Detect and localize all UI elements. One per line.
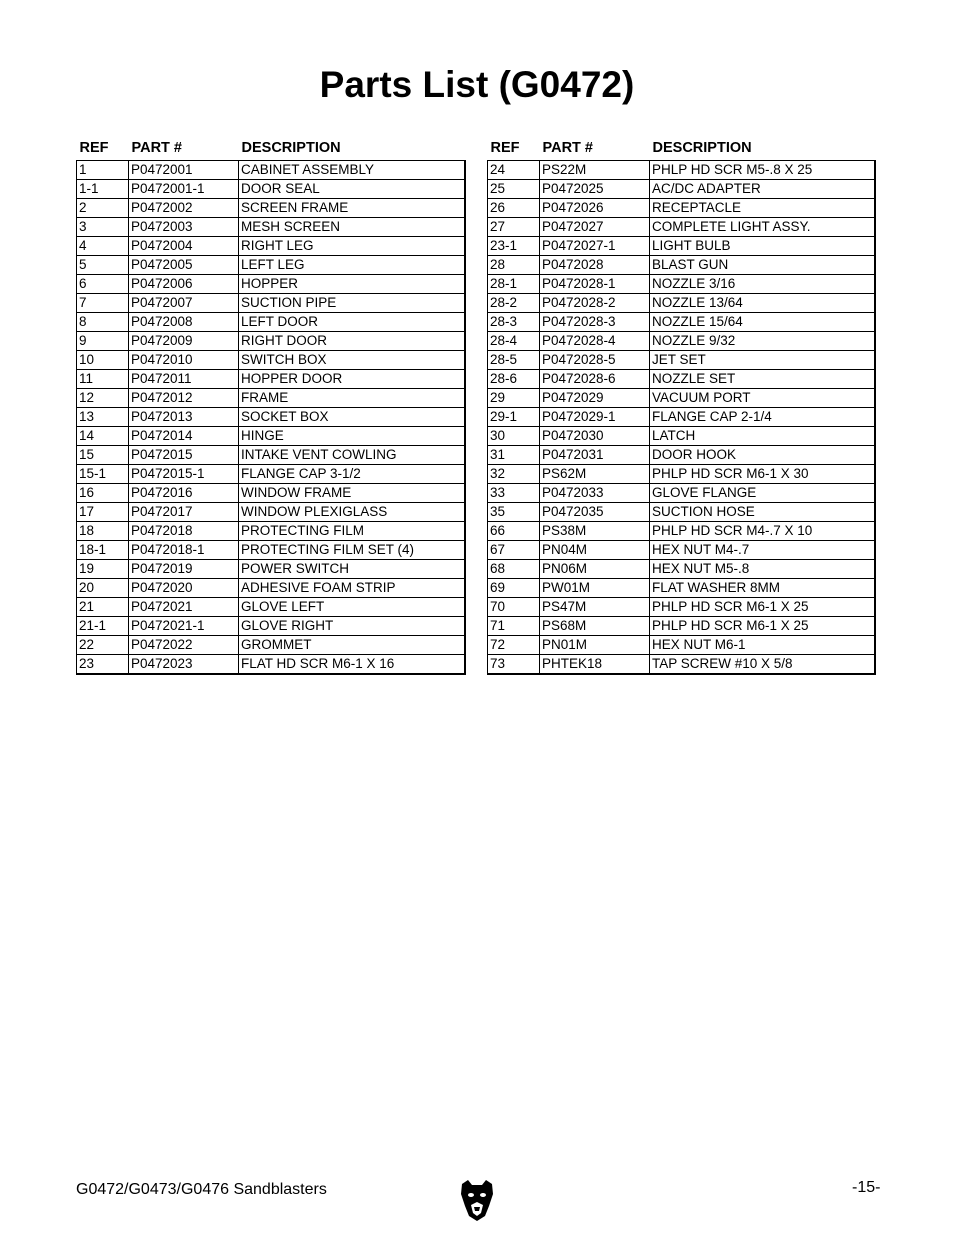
cell-ref: 26	[488, 199, 540, 218]
cell-description: RIGHT LEG	[239, 237, 465, 256]
cell-part-number: P0472014	[129, 427, 239, 446]
header-part: PART #	[542, 140, 593, 156]
cell-ref: 13	[77, 408, 129, 427]
table-row	[77, 294, 465, 313]
cell-description: HEX NUT M6-1	[650, 636, 875, 655]
table-row	[77, 275, 465, 294]
cell-description: NOZZLE 3/16	[650, 275, 875, 294]
table-row	[488, 256, 875, 275]
table-row	[488, 484, 875, 503]
cell-description: NOZZLE 13/64	[650, 294, 875, 313]
cell-part-number: P0472008	[129, 313, 239, 332]
table-row	[488, 237, 875, 256]
cell-part-number: P0472023	[129, 655, 239, 675]
cell-part-number: P0472028-4	[540, 332, 650, 351]
cell-description: LIGHT BULB	[650, 237, 875, 256]
table-row	[77, 332, 465, 351]
cell-description: PROTECTING FILM SET (4)	[239, 541, 465, 560]
cell-ref: 6	[77, 275, 129, 294]
table-header-row	[488, 136, 875, 161]
cell-ref: 1	[77, 161, 129, 180]
cell-part-number: PN01M	[540, 636, 650, 655]
table-header-row	[77, 136, 465, 161]
cell-description: DOOR SEAL	[239, 180, 465, 199]
cell-part-number: P0472016	[129, 484, 239, 503]
cell-part-number: P0472031	[540, 446, 650, 465]
table-row	[77, 237, 465, 256]
cell-part-number: P0472028-6	[540, 370, 650, 389]
cell-part-number: P0472028-2	[540, 294, 650, 313]
table-row	[488, 522, 875, 541]
cell-part-number: P0472028	[540, 256, 650, 275]
cell-ref: 70	[488, 598, 540, 617]
cell-part-number: P0472012	[129, 389, 239, 408]
cell-ref: 21-1	[77, 617, 129, 636]
table-row	[488, 275, 875, 294]
cell-description: NOZZLE 15/64	[650, 313, 875, 332]
cell-part-number: P0472010	[129, 351, 239, 370]
cell-ref: 18-1	[77, 541, 129, 560]
cell-description: NOZZLE 9/32	[650, 332, 875, 351]
cell-ref: 8	[77, 313, 129, 332]
cell-description: HINGE	[239, 427, 465, 446]
parts-table-left-body	[77, 161, 465, 675]
table-row	[488, 541, 875, 560]
table-row	[488, 180, 875, 199]
cell-ref: 14	[77, 427, 129, 446]
header-ref: REF	[79, 140, 109, 156]
table-row	[488, 408, 875, 427]
cell-ref: 23	[77, 655, 129, 675]
cell-description: RIGHT DOOR	[239, 332, 465, 351]
cell-description: COMPLETE LIGHT ASSY.	[650, 218, 875, 237]
cell-ref: 24	[488, 161, 540, 180]
cell-part-number: PS22M	[540, 161, 650, 180]
cell-ref: 66	[488, 522, 540, 541]
table-row	[488, 427, 875, 446]
cell-description: WINDOW FRAME	[239, 484, 465, 503]
parts-table-left	[76, 136, 466, 675]
table-row	[77, 313, 465, 332]
cell-ref: 27	[488, 218, 540, 237]
cell-part-number: P0472027	[540, 218, 650, 237]
cell-description: BLAST GUN	[650, 256, 875, 275]
table-row	[488, 579, 875, 598]
cell-part-number: PS47M	[540, 598, 650, 617]
table-row	[77, 161, 465, 180]
table-row	[488, 294, 875, 313]
cell-ref: 68	[488, 560, 540, 579]
cell-description: HOPPER DOOR	[239, 370, 465, 389]
cell-part-number: P0472029	[540, 389, 650, 408]
table-row	[77, 427, 465, 446]
table-row	[77, 655, 465, 675]
cell-description: LEFT DOOR	[239, 313, 465, 332]
cell-ref: 71	[488, 617, 540, 636]
footer-model-text: G0472/G0473/G0476 Sandblasters	[76, 1181, 327, 1198]
table-row	[77, 256, 465, 275]
cell-ref: 28-4	[488, 332, 540, 351]
cell-ref: 16	[77, 484, 129, 503]
cell-ref: 15	[77, 446, 129, 465]
table-row	[488, 617, 875, 636]
cell-ref: 1-1	[77, 180, 129, 199]
cell-description: RECEPTACLE	[650, 199, 875, 218]
table-row	[77, 579, 465, 598]
cell-description: SUCTION PIPE	[239, 294, 465, 313]
page-number: -15-	[852, 1179, 881, 1196]
table-row	[77, 522, 465, 541]
cell-ref: 31	[488, 446, 540, 465]
cell-description: GLOVE RIGHT	[239, 617, 465, 636]
cell-part-number: PS68M	[540, 617, 650, 636]
cell-ref: 12	[77, 389, 129, 408]
table-row	[77, 636, 465, 655]
table-row	[488, 598, 875, 617]
cell-part-number: P0472002	[129, 199, 239, 218]
cell-ref: 7	[77, 294, 129, 313]
cell-ref: 11	[77, 370, 129, 389]
cell-ref: 19	[77, 560, 129, 579]
cell-description: SUCTION HOSE	[650, 503, 875, 522]
cell-description: AC/DC ADAPTER	[650, 180, 875, 199]
cell-part-number: PS38M	[540, 522, 650, 541]
table-row	[77, 484, 465, 503]
cell-part-number: P0472013	[129, 408, 239, 427]
table-row	[488, 560, 875, 579]
table-row	[488, 503, 875, 522]
cell-ref: 32	[488, 465, 540, 484]
cell-ref: 15-1	[77, 465, 129, 484]
cell-description: FLANGE CAP 3-1/2	[239, 465, 465, 484]
cell-description: INTAKE VENT COWLING	[239, 446, 465, 465]
cell-description: PHLP HD SCR M6-1 X 30	[650, 465, 875, 484]
cell-ref: 29	[488, 389, 540, 408]
cell-description: SWITCH BOX	[239, 351, 465, 370]
table-row	[77, 408, 465, 427]
cell-ref: 72	[488, 636, 540, 655]
cell-part-number: P0472004	[129, 237, 239, 256]
cell-part-number: PN06M	[540, 560, 650, 579]
cell-part-number: P0472035	[540, 503, 650, 522]
cell-part-number: P0472001-1	[129, 180, 239, 199]
cell-part-number: P0472033	[540, 484, 650, 503]
cell-ref: 30	[488, 427, 540, 446]
table-row	[77, 503, 465, 522]
cell-part-number: P0472017	[129, 503, 239, 522]
bear-head-logo-icon	[458, 1178, 496, 1222]
cell-ref: 10	[77, 351, 129, 370]
table-row	[488, 370, 875, 389]
cell-description: PROTECTING FILM	[239, 522, 465, 541]
cell-description: PHLP HD SCR M6-1 X 25	[650, 598, 875, 617]
cell-description: MESH SCREEN	[239, 218, 465, 237]
cell-ref: 33	[488, 484, 540, 503]
table-row	[488, 332, 875, 351]
cell-description: FLAT WASHER 8MM	[650, 579, 875, 598]
cell-ref: 28-6	[488, 370, 540, 389]
cell-part-number: P0472003	[129, 218, 239, 237]
cell-part-number: P0472030	[540, 427, 650, 446]
cell-part-number: PN04M	[540, 541, 650, 560]
table-row	[488, 313, 875, 332]
cell-description: POWER SWITCH	[239, 560, 465, 579]
table-row	[488, 199, 875, 218]
table-row	[77, 389, 465, 408]
cell-ref: 2	[77, 199, 129, 218]
header-description: DESCRIPTION	[652, 140, 752, 156]
cell-description: GLOVE FLANGE	[650, 484, 875, 503]
cell-part-number: P0472022	[129, 636, 239, 655]
cell-ref: 21	[77, 598, 129, 617]
cell-ref: 35	[488, 503, 540, 522]
table-row	[488, 446, 875, 465]
cell-ref: 28-3	[488, 313, 540, 332]
cell-description: SOCKET BOX	[239, 408, 465, 427]
table-row	[488, 389, 875, 408]
cell-ref: 25	[488, 180, 540, 199]
cell-ref: 18	[77, 522, 129, 541]
cell-description: HEX NUT M4-.7	[650, 541, 875, 560]
cell-description: PHLP HD SCR M5-.8 X 25	[650, 161, 875, 180]
cell-ref: 17	[77, 503, 129, 522]
header-ref: REF	[490, 140, 520, 156]
table-row	[77, 465, 465, 484]
cell-part-number: P0472028-3	[540, 313, 650, 332]
cell-part-number: P0472007	[129, 294, 239, 313]
table-row	[77, 617, 465, 636]
cell-ref: 22	[77, 636, 129, 655]
table-row	[77, 598, 465, 617]
cell-ref: 28	[488, 256, 540, 275]
cell-part-number: P0472021-1	[129, 617, 239, 636]
cell-description: GLOVE LEFT	[239, 598, 465, 617]
table-row	[77, 446, 465, 465]
table-row	[77, 218, 465, 237]
cell-part-number: P0472006	[129, 275, 239, 294]
cell-part-number: P0472011	[129, 370, 239, 389]
cell-part-number: P0472009	[129, 332, 239, 351]
cell-description: CABINET ASSEMBLY	[239, 161, 465, 180]
cell-ref: 67	[488, 541, 540, 560]
cell-description: JET SET	[650, 351, 875, 370]
cell-description: HOPPER	[239, 275, 465, 294]
table-row	[488, 465, 875, 484]
cell-description: HEX NUT M5-.8	[650, 560, 875, 579]
cell-description: VACUUM PORT	[650, 389, 875, 408]
cell-part-number: P0472025	[540, 180, 650, 199]
cell-part-number: PS62M	[540, 465, 650, 484]
cell-ref: 28-1	[488, 275, 540, 294]
cell-description: NOZZLE SET	[650, 370, 875, 389]
cell-part-number: P0472005	[129, 256, 239, 275]
cell-description: FLANGE CAP 2-1/4	[650, 408, 875, 427]
table-row	[77, 541, 465, 560]
cell-ref: 28-5	[488, 351, 540, 370]
cell-ref: 69	[488, 579, 540, 598]
cell-part-number: P0472027-1	[540, 237, 650, 256]
cell-part-number: P0472026	[540, 199, 650, 218]
cell-description: TAP SCREW #10 X 5/8	[650, 655, 875, 675]
table-row	[77, 370, 465, 389]
cell-part-number: P0472018	[129, 522, 239, 541]
cell-ref: 23-1	[488, 237, 540, 256]
cell-ref: 4	[77, 237, 129, 256]
page-title: Parts List (G0472)	[319, 64, 635, 105]
parts-table-right-body	[488, 161, 875, 675]
table-row	[488, 161, 875, 180]
cell-ref: 3	[77, 218, 129, 237]
cell-description: SCREEN FRAME	[239, 199, 465, 218]
cell-description: LEFT LEG	[239, 256, 465, 275]
cell-ref: 29-1	[488, 408, 540, 427]
cell-part-number: P0472019	[129, 560, 239, 579]
cell-description: FRAME	[239, 389, 465, 408]
cell-description: GROMMET	[239, 636, 465, 655]
cell-description: PHLP HD SCR M6-1 X 25	[650, 617, 875, 636]
cell-description: PHLP HD SCR M4-.7 X 10	[650, 522, 875, 541]
cell-description: WINDOW PLEXIGLASS	[239, 503, 465, 522]
table-row	[77, 199, 465, 218]
cell-part-number: P0472020	[129, 579, 239, 598]
cell-part-number: P0472018-1	[129, 541, 239, 560]
table-row	[77, 560, 465, 579]
table-row	[488, 351, 875, 370]
table-row	[488, 218, 875, 237]
cell-part-number: PW01M	[540, 579, 650, 598]
header-description: DESCRIPTION	[241, 140, 341, 156]
table-row	[77, 180, 465, 199]
cell-part-number: PHTEK18	[540, 655, 650, 675]
cell-part-number: P0472021	[129, 598, 239, 617]
cell-ref: 9	[77, 332, 129, 351]
cell-description: FLAT HD SCR M6-1 X 16	[239, 655, 465, 675]
cell-description: ADHESIVE FOAM STRIP	[239, 579, 465, 598]
cell-part-number: P0472028-5	[540, 351, 650, 370]
cell-part-number: P0472029-1	[540, 408, 650, 427]
cell-description: LATCH	[650, 427, 875, 446]
cell-ref: 28-2	[488, 294, 540, 313]
parts-table-right	[487, 136, 876, 675]
cell-description: DOOR HOOK	[650, 446, 875, 465]
cell-ref: 5	[77, 256, 129, 275]
table-row	[488, 636, 875, 655]
header-part: PART #	[131, 140, 182, 156]
cell-part-number: P0472001	[129, 161, 239, 180]
cell-part-number: P0472015	[129, 446, 239, 465]
table-row	[77, 351, 465, 370]
cell-ref: 20	[77, 579, 129, 598]
cell-ref: 73	[488, 655, 540, 675]
cell-part-number: P0472028-1	[540, 275, 650, 294]
table-row	[488, 655, 875, 675]
cell-part-number: P0472015-1	[129, 465, 239, 484]
